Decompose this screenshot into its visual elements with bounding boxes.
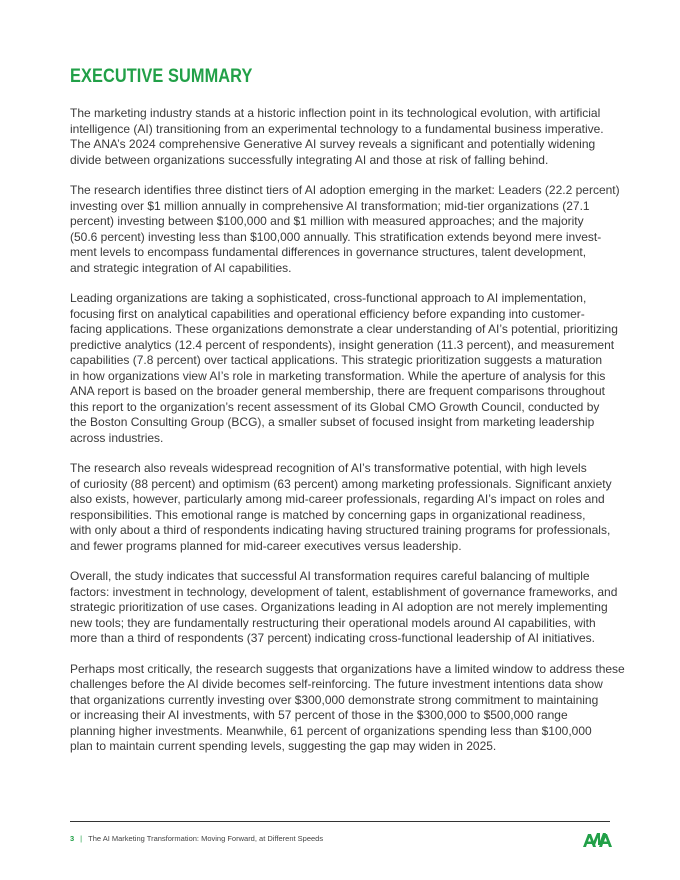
text-line: or increasing their AI investments, with 57 percent of those in the $300,000 to $500,000 range (70, 708, 568, 722)
footer-doc-title: The AI Marketing Transformation: Moving Forward, at Different Speeds (88, 834, 324, 843)
page-content (70, 66, 625, 770)
text-line: (50.6 percent) investing less than $100,000 annually. This stratification extends beyond mere invest- (70, 229, 602, 244)
text-line: planning higher investments. Meanwhile, 61 percent of organizations spending less than $100,000 (70, 723, 592, 738)
text-line: ment levels to encompass fundamental differences in governance structures, talent development, (70, 245, 587, 259)
text-line: Overall, the study indicates that successful AI transformation requires careful balancing of multiple (70, 569, 590, 583)
text-line: plan to maintain current spending levels, suggesting the gap may widen in 2025. (70, 739, 497, 753)
text-line: that organizations currently investing over $300,000 demonstrate strong commitment to maintaining (70, 692, 599, 707)
text-line: investing over $1 million annually in comprehensive AI transformation; mid-tier organizations (27.1 (70, 198, 590, 213)
ana-logo (582, 831, 612, 849)
page-title: EXECUTIVE SUMMARY (70, 66, 253, 87)
text-line: across industries. (70, 430, 164, 445)
paragraph (70, 461, 610, 554)
text-line: ANA report is based on the broader general membership, there are frequent comparisons throughout (70, 384, 605, 398)
body-text (70, 106, 625, 755)
text-line: in how organizations view AI’s role in marketing transformation. While the aperture of analysis for this (70, 368, 606, 383)
text-line: percent) investing between $100,000 and $1 million with measured approaches; and the majority (70, 214, 584, 228)
paragraph (70, 569, 618, 647)
text-line: also exists, however, particularly among mid-career professionals, regarding AI’s impact on roles and (70, 492, 605, 506)
footer-divider (70, 821, 610, 822)
text-line: The marketing industry stands at a historic inflection point in its technological evolution, with artificial (70, 106, 601, 120)
text-line: focusing first on analytical capabilities and operational efficiency before expanding into customer- (70, 306, 585, 321)
text-line: this report to the organization’s recent assessment of its Global CMO Growth Council, conducted by (70, 399, 600, 414)
paragraph (70, 291, 618, 446)
text-line: new tools; they are fundamentally restructuring their operational models around AI capabilities, with (70, 615, 596, 630)
footer-separator: | (80, 834, 83, 843)
text-line: with only about a third of respondents indicating having structured training programs for professionals, (70, 523, 611, 537)
text-line: Leading organizations are taking a sophisticated, cross-functional approach to AI implementation, (70, 291, 587, 305)
text-line: challenges before the AI divide becomes self-reinforcing. The future investment intentions data show (70, 677, 603, 691)
paragraph (70, 106, 610, 168)
text-line: capabilities (7.8 percent) over tactical applications. This strategic prioritization suggests a maturation (70, 353, 603, 367)
text-line: Perhaps most critically, the research suggests that organizations have a limited window to address these (70, 661, 625, 676)
text-line: divide between organizations successfully integrating AI and those at risk of falling behind. (70, 152, 549, 167)
text-line: and strategic integration of AI capabilities. (70, 260, 292, 275)
paragraph (70, 183, 620, 276)
footer (70, 834, 323, 843)
text-line: responsibilities. This emotional range is matched by concerning gaps in organizational readiness, (70, 507, 586, 522)
text-line: intelligence (AI) transitioning from an experimental technology to a fundamental business imperative. (70, 121, 604, 136)
text-line: of curiosity (88 percent) and optimism (63 percent) among marketing professionals. Significant anxiety (70, 476, 612, 491)
text-line: and fewer programs planned for mid-career executives versus leadership. (70, 538, 462, 553)
text-line: facing applications. These organizations demonstrate a clear understanding of AI’s potential, prioritizing (70, 322, 618, 336)
text-line: factors: investment in technology, development of talent, establishment of governance frameworks, and (70, 584, 618, 599)
paragraph (70, 661, 625, 755)
text-line: The ANA’s 2024 comprehensive Generative AI survey reveals a significant and potentially widening (70, 137, 596, 151)
page-number: 3 (70, 834, 75, 843)
text-line: predictive analytics (12.4 percent of respondents), insight generation (11.3 percent), and measurement (70, 337, 615, 352)
text-line: The research identifies three distinct tiers of AI adoption emerging in the market: Leaders (22.2 percent) (70, 183, 620, 197)
text-line: more than a third of respondents (37 percent) indicating cross-functional leadership of AI initiatives. (70, 631, 595, 645)
text-line: The research also reveals widespread recognition of AI’s transformative potential, with high levels (70, 461, 587, 475)
text-line: strategic prioritization of use cases. Organizations leading in AI adoption are not merely implementing (70, 600, 608, 614)
text-line: the Boston Consulting Group (BCG), a smaller subset of focused insight from marketing leadership (70, 415, 595, 429)
